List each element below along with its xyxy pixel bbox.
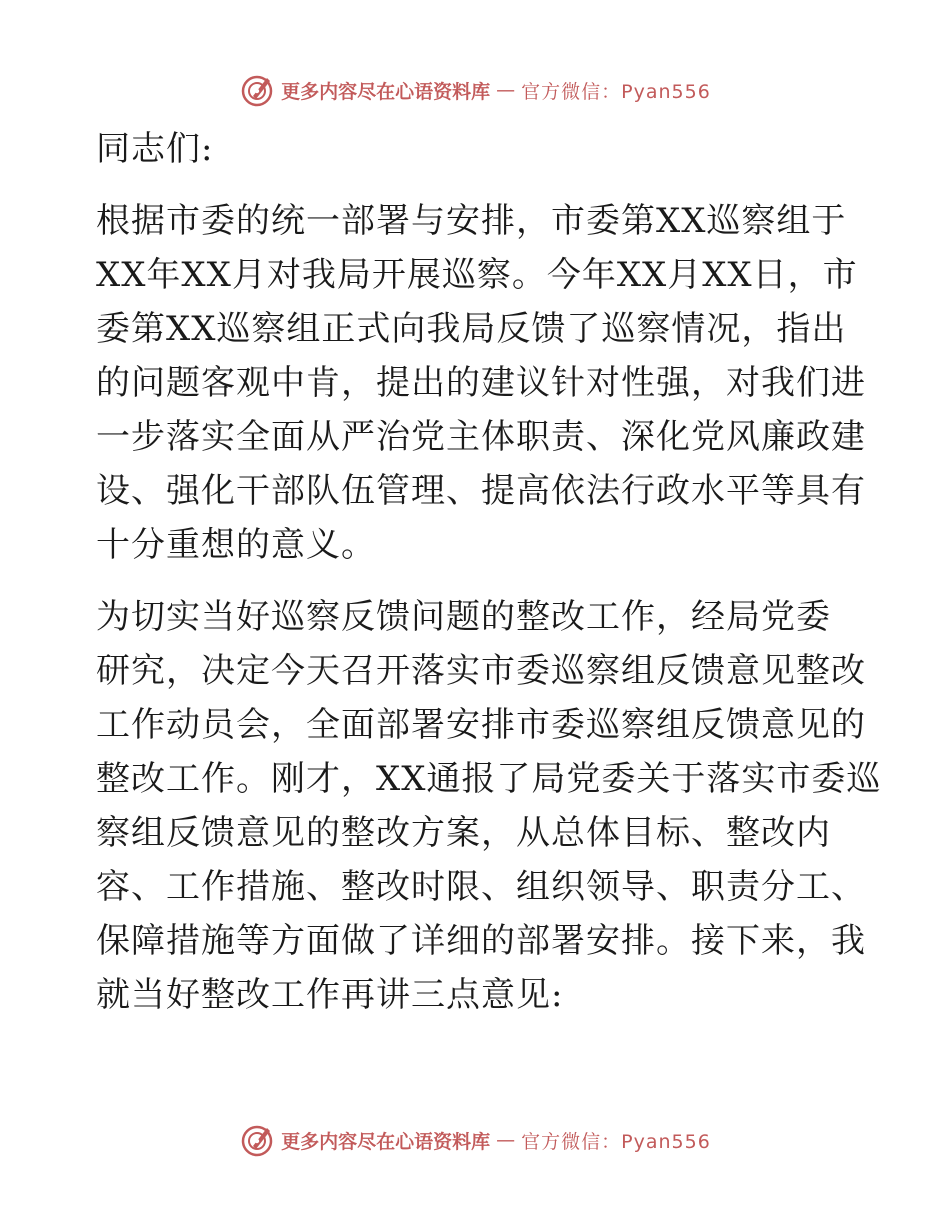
footer-watermark xyxy=(0,1120,950,1160)
text-line: 容、工作措施、整改时限、组织领导、职责分工、 xyxy=(96,867,866,907)
text-line: 十分重想的意义。 xyxy=(96,525,376,565)
text-line: 整改工作。刚才，XX通报了局党委关于落实市委巡 xyxy=(96,759,882,799)
header-watermark xyxy=(0,70,950,110)
text-line: 委第XX巡察组正式向我局反馈了巡察情况，指出 xyxy=(96,309,847,349)
pen-logo-icon xyxy=(239,1122,275,1158)
watermark-separator: — xyxy=(496,79,516,101)
document-body xyxy=(96,122,882,1022)
text-line: 工作动员会，全面部署安排市委巡察组反馈意见的 xyxy=(96,705,866,745)
watermark-wechat-text: 官方微信：Pyan556 xyxy=(521,80,711,103)
paragraph-salutation xyxy=(96,122,856,176)
text-line: 设、强化干部队伍管理、提高依法行政水平等具有 xyxy=(96,471,866,511)
text-line: 察组反馈意见的整改方案，从总体目标、整改内 xyxy=(96,813,831,853)
paragraph-background xyxy=(96,194,866,572)
text-line: 就当好整改工作再讲三点意见: xyxy=(96,975,564,1015)
watermark-site-text: 更多内容尽在心语资料库 xyxy=(281,1130,491,1153)
text-line: 保障措施等方面做了详细的部署安排。接下来，我 xyxy=(96,921,866,961)
text-line: XX年XX月对我局开展巡察。今年XX月XX日，市 xyxy=(96,255,858,295)
text-line: 为切实当好巡察反馈问题的整改工作，经局党委 xyxy=(96,597,831,637)
text-line: 一步落实全面从严治党主体职责、深化党风廉政建 xyxy=(96,417,866,457)
watermark-separator: — xyxy=(496,1129,516,1151)
text-line: 同志们: xyxy=(96,129,214,169)
watermark-wechat-text: 官方微信：Pyan556 xyxy=(521,1130,711,1153)
paragraph-mobilization xyxy=(96,590,882,1022)
text-line: 的问题客观中肯，提出的建议针对性强，对我们进 xyxy=(96,363,866,403)
watermark-site-text: 更多内容尽在心语资料库 xyxy=(281,80,491,103)
pen-logo-icon xyxy=(239,72,275,108)
text-line: 根据市委的统一部署与安排，市委第XX巡察组于 xyxy=(96,201,847,241)
text-line: 研究，决定今天召开落实市委巡察组反馈意见整改 xyxy=(96,651,866,691)
